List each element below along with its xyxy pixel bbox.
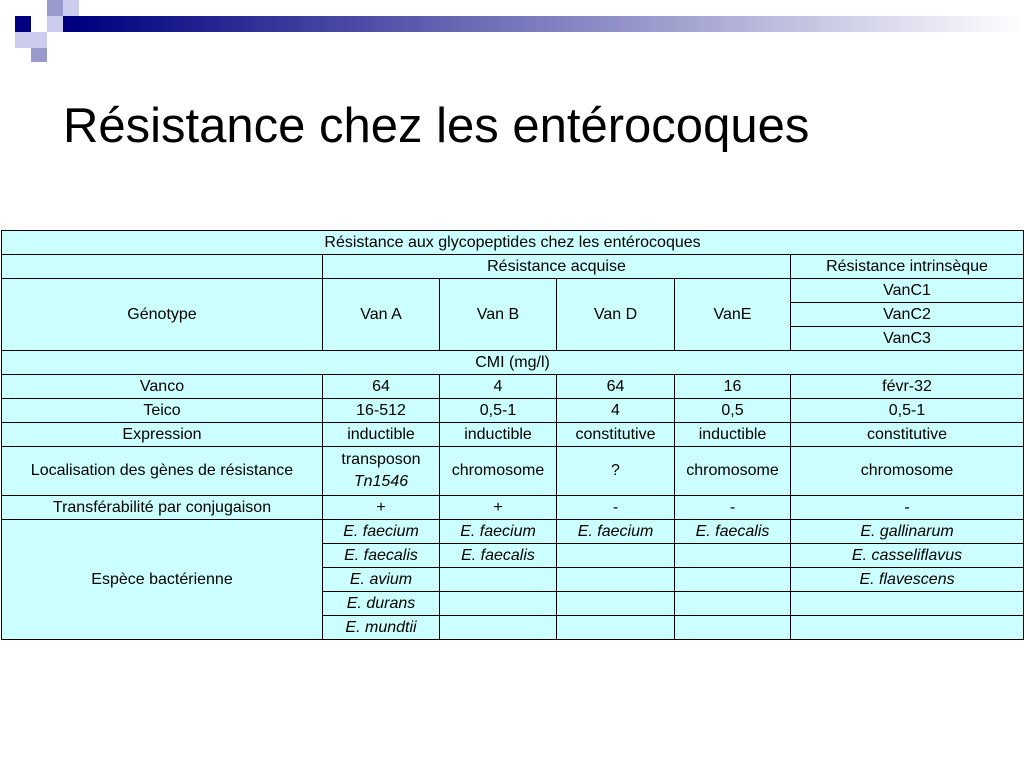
glycopeptide-resistance-table (1, 230, 1024, 640)
species-cell (440, 568, 557, 592)
species-cell (557, 568, 675, 592)
table-caption-row (2, 231, 1024, 255)
species-cell: E. faecium (323, 520, 440, 544)
species-cell (675, 592, 791, 616)
intrinsic-resistance-header: Résistance intrinsèque (791, 255, 1024, 279)
species-cell: E. mundtii (323, 616, 440, 640)
cmi-header: CMI (mg/l) (2, 351, 1024, 375)
transfer-vane: - (675, 496, 791, 520)
vanco-vanc: févr-32 (791, 375, 1024, 399)
localisation-vane: chromosome (675, 447, 791, 496)
localisation-row (2, 447, 1024, 496)
genotype-row (2, 279, 1024, 303)
species-cell (557, 544, 675, 568)
expression-row (2, 423, 1024, 447)
vanco-row (2, 375, 1024, 399)
genotype-vana: Van A (323, 279, 440, 351)
species-cell: E. faecium (440, 520, 557, 544)
decorative-header-pattern (0, 0, 1024, 64)
expression-vana: inductible (323, 423, 440, 447)
species-row (2, 520, 1024, 544)
teico-vanc: 0,5-1 (791, 399, 1024, 423)
transfer-vanb: + (440, 496, 557, 520)
localisation-vanc: chromosome (791, 447, 1024, 496)
species-cell: E. flavescens (791, 568, 1024, 592)
expression-vanb: inductible (440, 423, 557, 447)
slide-title: Résistance chez les entérocoques (63, 99, 810, 153)
species-cell: E. faecium (557, 520, 675, 544)
localisation-vana-line2: Tn1546 (353, 473, 409, 490)
genotype-vanc3: VanC3 (791, 327, 1024, 351)
genotype-vanc1: VanC1 (791, 279, 1024, 303)
transfer-vanc: - (791, 496, 1024, 520)
teico-vana: 16-512 (323, 399, 440, 423)
genotype-vanc2: VanC2 (791, 303, 1024, 327)
species-cell (675, 616, 791, 640)
vanco-vane: 16 (675, 375, 791, 399)
teico-label: Teico (2, 399, 323, 423)
species-cell (440, 592, 557, 616)
species-cell (791, 592, 1024, 616)
cmi-row (2, 351, 1024, 375)
localisation-vanb: chromosome (440, 447, 557, 496)
table-caption: Résistance aux glycopeptides chez les entérocoques (2, 231, 1024, 255)
vanco-vana: 64 (323, 375, 440, 399)
species-cell: E. gallinarum (791, 520, 1024, 544)
expression-vanc: constitutive (791, 423, 1024, 447)
genotype-vand: Van D (557, 279, 675, 351)
species-cell: E. avium (323, 568, 440, 592)
resistance-group-row (2, 255, 1024, 279)
species-cell: E. faecalis (675, 520, 791, 544)
transfer-label: Transférabilité par conjugaison (2, 496, 323, 520)
transfer-vana: + (323, 496, 440, 520)
species-label: Espèce bactérienne (2, 520, 323, 640)
species-cell (440, 616, 557, 640)
transfer-vand: - (557, 496, 675, 520)
vanco-vanb: 4 (440, 375, 557, 399)
expression-vand: constitutive (557, 423, 675, 447)
species-cell (557, 592, 675, 616)
species-cell (791, 616, 1024, 640)
vanco-vand: 64 (557, 375, 675, 399)
species-cell: E. durans (323, 592, 440, 616)
teico-vanb: 0,5-1 (440, 399, 557, 423)
species-cell: E. faecalis (440, 544, 557, 568)
species-cell (675, 544, 791, 568)
species-cell (557, 616, 675, 640)
species-cell (675, 568, 791, 592)
expression-label: Expression (2, 423, 323, 447)
genotype-vane: VanE (675, 279, 791, 351)
teico-row (2, 399, 1024, 423)
vanco-label: Vanco (2, 375, 323, 399)
acquired-resistance-header: Résistance acquise (323, 255, 791, 279)
teico-vane: 0,5 (675, 399, 791, 423)
localisation-vana (323, 447, 440, 496)
localisation-vand: ? (557, 447, 675, 496)
transfer-row (2, 496, 1024, 520)
species-cell: E. casseliflavus (791, 544, 1024, 568)
species-cell: E. faecalis (323, 544, 440, 568)
localisation-label: Localisation des gènes de résistance (2, 447, 323, 496)
genotype-label: Génotype (2, 279, 323, 351)
genotype-vanb: Van B (440, 279, 557, 351)
localisation-vana-line1: transposon (341, 451, 421, 468)
expression-vane: inductible (675, 423, 791, 447)
teico-vand: 4 (557, 399, 675, 423)
empty-cell (2, 255, 323, 279)
